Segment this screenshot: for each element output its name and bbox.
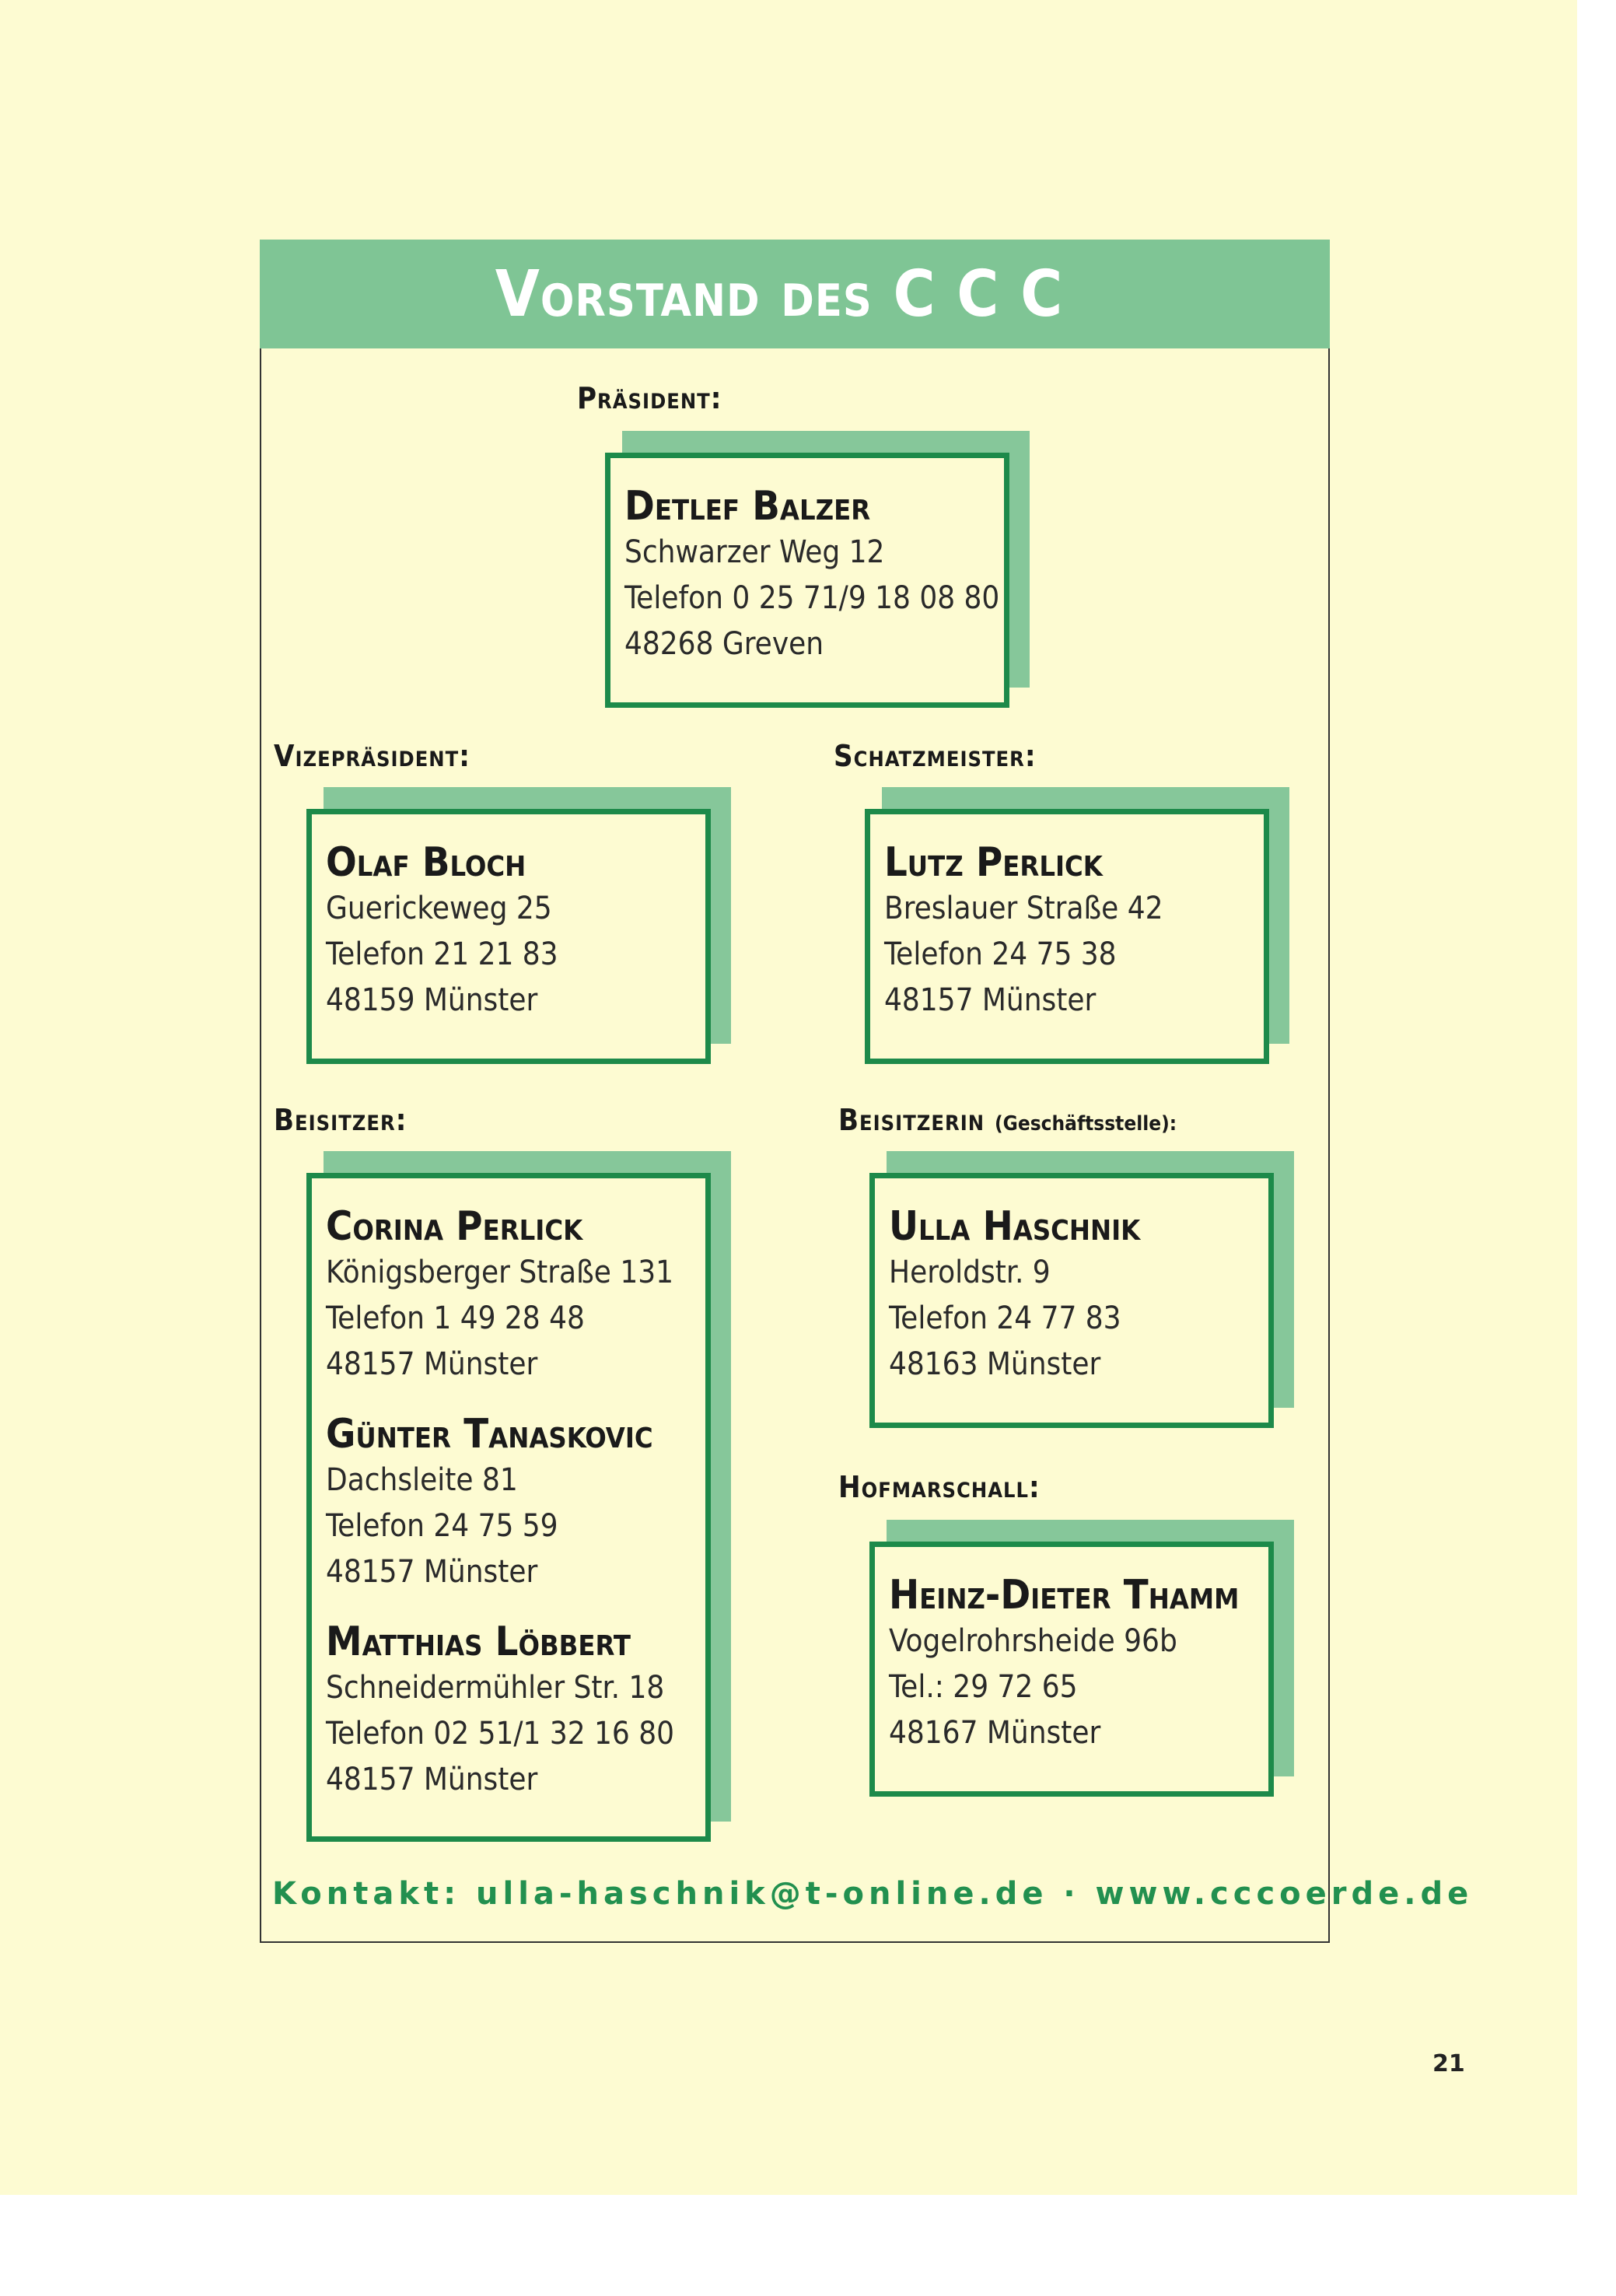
member-phone: Telefon 21 21 83 [326, 936, 558, 972]
page-number: 21 [1432, 2050, 1465, 2077]
title-banner [260, 240, 1330, 348]
member-name: Günter Tanaskovic [326, 1411, 653, 1458]
role-label-schatzmeister: Schatzmeister: [834, 739, 1037, 773]
role-label-hofmarschall: Hofmarschall: [838, 1470, 1041, 1504]
member-phone: Telefon 0 25 71/9 18 08 80 [624, 580, 1000, 616]
member-street: Dachsleite 81 [326, 1462, 518, 1498]
member-street: Schneidermühler Str. 18 [326, 1670, 665, 1706]
member-lutz-perlick [884, 839, 1250, 1024]
member-street: Breslauer Straße 42 [884, 891, 1163, 926]
member-phone: Telefon 1 49 28 48 [326, 1300, 585, 1336]
role-label-text: Beisitzerin [838, 1103, 985, 1137]
card-box [869, 1542, 1274, 1797]
member-street: Guerickeweg 25 [326, 891, 552, 926]
page-edge-bottom [0, 2195, 1616, 2296]
contact-line [272, 1876, 1474, 1912]
member-street: Schwarzer Weg 12 [624, 534, 885, 570]
member-phone: Telefon 24 75 38 [884, 936, 1117, 972]
member-name: Lutz Perlick [884, 839, 1103, 886]
member-phone: Telefon 02 51/1 32 16 80 [326, 1716, 675, 1752]
member-ulla-haschnik [889, 1203, 1254, 1388]
contact-separator: · [1063, 1876, 1080, 1912]
member-corina-perlick [326, 1203, 691, 1388]
card-box [306, 809, 711, 1064]
member-detlef-balzer [624, 483, 1000, 667]
member-street: Heroldstr. 9 [889, 1255, 1051, 1290]
role-label-vizepraesident: Vizepräsident: [274, 739, 470, 773]
role-label-beisitzer: Beisitzer: [274, 1103, 407, 1137]
member-name: Detlef Balzer [624, 483, 871, 530]
role-label-suffix: : [1169, 1112, 1177, 1136]
card-box [865, 809, 1269, 1064]
card-box [306, 1173, 711, 1842]
member-name: Ulla Haschnik [889, 1203, 1141, 1250]
contact-website[interactable]: www.cccoerde.de [1095, 1876, 1474, 1912]
member-city: 48157 Münster [326, 1554, 538, 1590]
member-name: Matthias Löbbert [326, 1619, 631, 1665]
member-name: Heinz-Dieter Thamm [889, 1572, 1240, 1619]
contact-email[interactable]: ulla-haschnik@t-online.de [476, 1876, 1048, 1912]
member-city: 48157 Münster [884, 982, 1097, 1018]
member-city: 48157 Münster [326, 1762, 538, 1797]
member-heinz-dieter-thamm [889, 1572, 1254, 1756]
member-olaf-bloch [326, 839, 691, 1024]
member-phone: Telefon 24 75 59 [326, 1508, 558, 1544]
member-city: 48167 Münster [889, 1715, 1101, 1751]
member-street: Königsberger Straße 131 [326, 1255, 674, 1290]
member-city: 48268 Greven [624, 626, 824, 662]
role-label-beisitzerin [838, 1103, 1177, 1137]
role-label-note: (Geschäftsstelle) [994, 1112, 1170, 1136]
member-city: 48159 Münster [326, 982, 538, 1018]
card-box [869, 1173, 1274, 1428]
member-guenter-tanaskovic [326, 1411, 691, 1595]
member-city: 48157 Münster [326, 1346, 538, 1382]
member-name: Corina Perlick [326, 1203, 583, 1250]
card-box [605, 453, 1009, 708]
member-street: Vogelrohrsheide 96b [889, 1623, 1177, 1659]
member-phone: Tel.: 29 72 65 [889, 1669, 1078, 1705]
contact-label: Kontakt: [272, 1876, 461, 1912]
page-title: Vorstand des C C C [495, 257, 1064, 331]
role-label-praesident: Präsident: [577, 381, 722, 415]
member-city: 48163 Münster [889, 1346, 1101, 1382]
member-matthias-loebbert [326, 1619, 691, 1803]
page-edge-right [1577, 0, 1616, 2296]
member-name: Olaf Bloch [326, 839, 526, 886]
member-phone: Telefon 24 77 83 [889, 1300, 1121, 1336]
